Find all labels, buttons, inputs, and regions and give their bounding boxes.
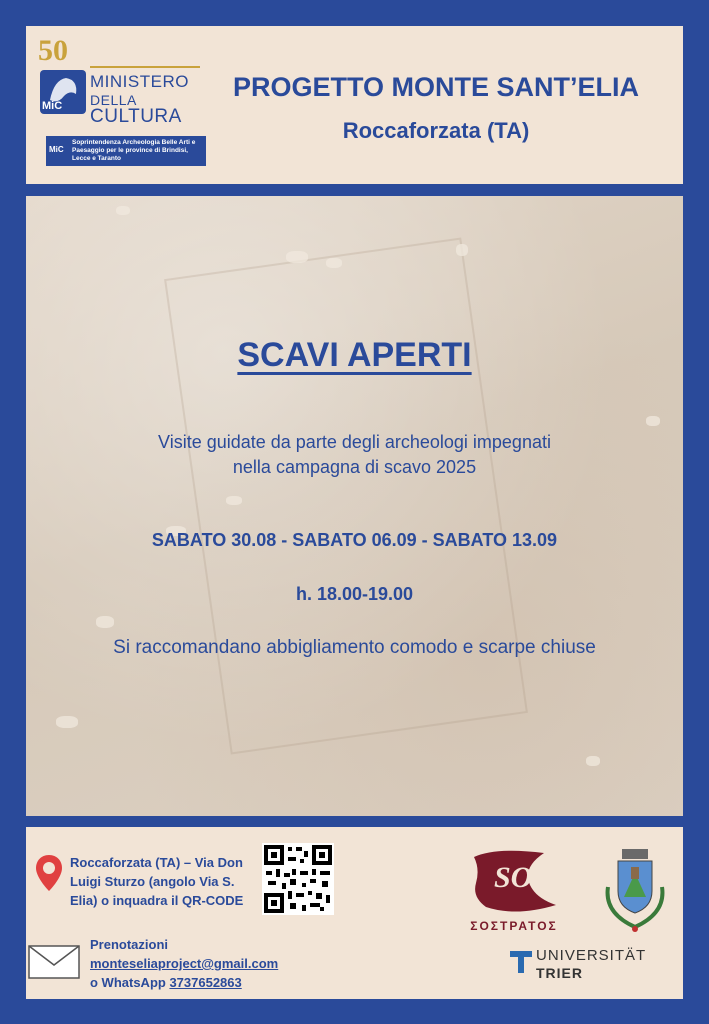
stone [56, 716, 78, 728]
event-heading: SCAVI APERTI [237, 336, 472, 374]
header-panel [26, 26, 683, 184]
logo-rule [90, 66, 200, 68]
clothing-advice: Si raccomandano abbigliamento comodo e scarpe chiuse [113, 637, 596, 658]
visits-text: Visite guidate da parte degli archeologi impegnati nella campagna di scavo 2025 [158, 432, 551, 477]
trier-university-label: UNIVERSITÄT [536, 947, 647, 964]
main-panel [26, 196, 683, 816]
sostratos-name: ΣΟΣΤΡΑΤΟΣ [470, 919, 558, 933]
event-hours: h. 18.00-19.00 [295, 584, 414, 604]
stone [286, 251, 308, 263]
footer-panel [26, 827, 683, 999]
soprintendenza-label [46, 136, 206, 166]
page-title: PROGETTO MONTE SANT’ELIA [232, 72, 639, 102]
qr-code[interactable] [262, 843, 334, 915]
stone [96, 616, 114, 628]
soprintendenza-text: Soprintendenza Archeologia Belle Arti e Paesaggio per le province di Brindisi, Lecce e Taranto [72, 139, 196, 162]
sub-badge: MiC [49, 145, 64, 154]
location-pin-icon [36, 855, 62, 891]
trier-logo-icon [510, 951, 532, 973]
trier-city-label: TRIER [536, 965, 583, 981]
svg-text:SO: SO [494, 861, 533, 894]
stone [646, 416, 660, 426]
booking-email-link[interactable]: monteseliaproject@gmail.com [90, 956, 279, 971]
event-address: Roccaforzata (TA) – Via Don Luigi Sturzo (angolo Via S. Elia) o inquadra il QR-CODE [70, 855, 244, 908]
logo-line-3: CULTURA [90, 106, 182, 127]
event-dates: SABATO 30.08 - SABATO 06.09 - SABATO 13.09 [151, 530, 558, 550]
municipal-crest [600, 847, 670, 937]
booking-label: Prenotazioni [90, 937, 169, 952]
anniversary-number: 50 [38, 34, 68, 67]
stone [226, 496, 242, 505]
stone [326, 258, 342, 268]
whatsapp-prefix: o WhatsApp [90, 975, 170, 990]
logo-line-1: MINISTERO [90, 72, 189, 91]
ministry-emblem-icon [40, 70, 86, 114]
ministry-logo [36, 34, 201, 162]
qr-code-graphic [262, 843, 334, 915]
stone [116, 206, 130, 215]
stone [586, 756, 600, 766]
visits-description [26, 430, 683, 480]
stone [456, 244, 468, 256]
booking-whatsapp [90, 975, 242, 990]
logo-line-2: DELLA [90, 92, 137, 108]
sostratos-logo [466, 847, 562, 917]
mail-icon [28, 945, 80, 979]
emblem-badge: MiC [42, 100, 63, 112]
page-subtitle: Roccaforzata (TA) [342, 118, 530, 143]
excavation-outline [164, 237, 528, 754]
whatsapp-number-link[interactable]: 3737652863 [169, 975, 242, 990]
